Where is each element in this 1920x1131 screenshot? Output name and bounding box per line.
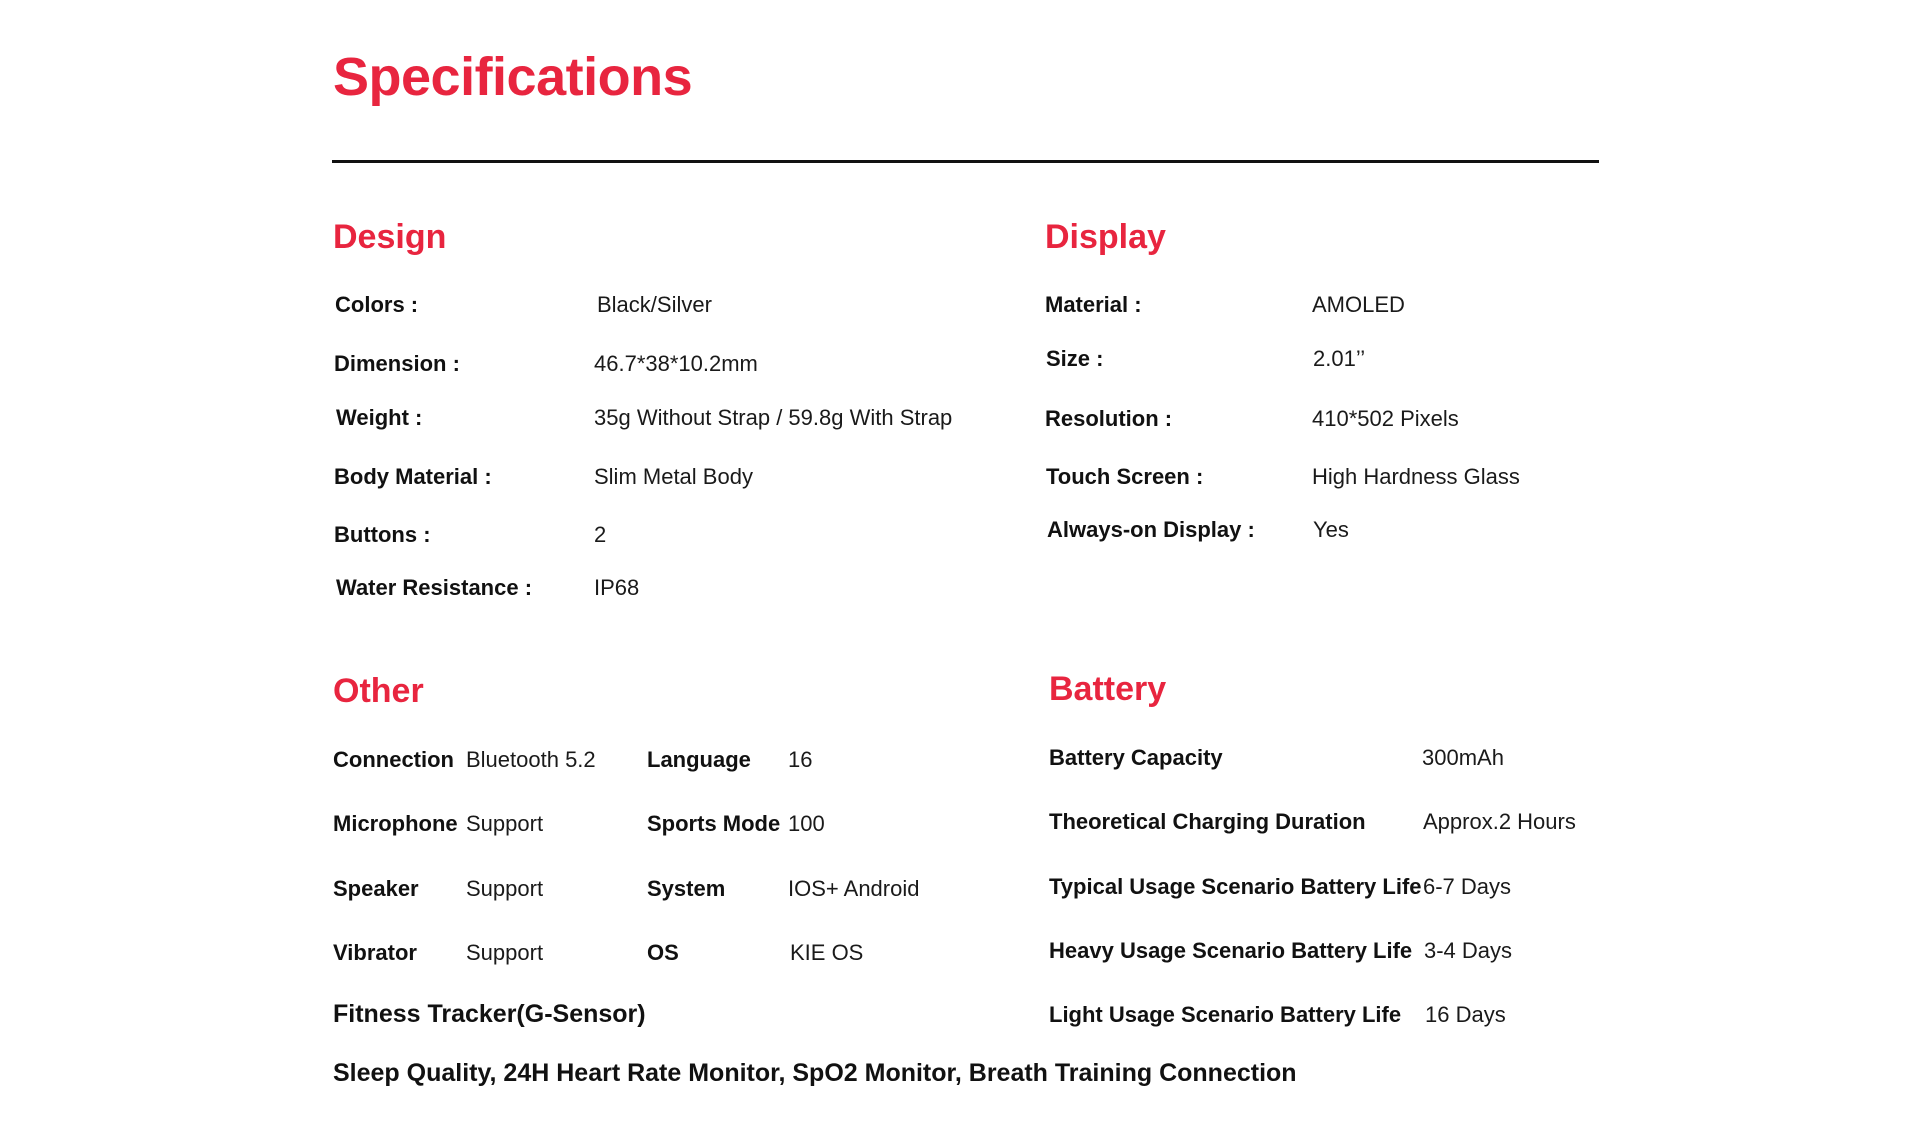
other-os-label: OS bbox=[647, 940, 679, 965]
battery-capacity-value: 300mAh bbox=[1422, 745, 1504, 770]
other-sports-mode-value: 100 bbox=[788, 811, 825, 836]
design-dimension-value: 46.7*38*10.2mm bbox=[594, 351, 758, 376]
other-vibrator-value: Support bbox=[466, 940, 544, 965]
other-system-value: IOS+ Android bbox=[788, 876, 920, 901]
design-dimension-label: Dimension : bbox=[334, 351, 460, 376]
design-body-material-label: Body Material : bbox=[334, 464, 492, 489]
battery-light-life-label: Light Usage Scenario Battery Life bbox=[1049, 1002, 1402, 1027]
battery-charging-duration-value: Approx.2 Hours bbox=[1423, 809, 1576, 834]
display-resolution-label: Resolution : bbox=[1045, 406, 1173, 431]
fitness-features: Sleep Quality, 24H Heart Rate Monitor, SpO2 Monitor, Breath Training Connection bbox=[333, 1059, 1297, 1087]
page-title: Specifications bbox=[333, 47, 693, 107]
display-size-label: Size : bbox=[1046, 346, 1104, 371]
other-speaker-label: Speaker bbox=[333, 876, 419, 901]
other-connection-value: Bluetooth 5.2 bbox=[466, 747, 596, 772]
fitness-tracker-title: Fitness Tracker(G-Sensor) bbox=[333, 1000, 646, 1028]
design-weight-value: 35g Without Strap / 59.8g With Strap bbox=[594, 405, 953, 430]
display-always-on-value: Yes bbox=[1313, 517, 1349, 542]
display-material-label: Material : bbox=[1045, 292, 1142, 317]
design-water-resistance-value: IP68 bbox=[594, 575, 640, 600]
battery-typical-life-value: 6-7 Days bbox=[1423, 874, 1512, 899]
design-buttons-label: Buttons : bbox=[334, 522, 431, 547]
design-buttons-value: 2 bbox=[594, 522, 607, 547]
other-vibrator-label: Vibrator bbox=[333, 940, 417, 965]
battery-section-title: Battery bbox=[1049, 670, 1167, 708]
design-weight-label: Weight : bbox=[336, 405, 423, 430]
design-colors-value: Black/Silver bbox=[597, 292, 712, 317]
display-touch-screen-value: High Hardness Glass bbox=[1312, 464, 1520, 489]
display-material-value: AMOLED bbox=[1312, 292, 1405, 317]
other-language-value: 16 bbox=[788, 747, 813, 772]
other-microphone-value: Support bbox=[466, 811, 544, 836]
display-touch-screen-label: Touch Screen : bbox=[1046, 464, 1204, 489]
other-sports-mode-label: Sports Mode bbox=[647, 811, 781, 836]
battery-light-life-value: 16 Days bbox=[1425, 1002, 1506, 1027]
battery-capacity-label: Battery Capacity bbox=[1049, 745, 1223, 770]
design-water-resistance-label: Water Resistance : bbox=[336, 575, 533, 600]
design-body-material-value: Slim Metal Body bbox=[594, 464, 753, 489]
display-always-on-label: Always-on Display : bbox=[1047, 517, 1255, 542]
other-system-label: System bbox=[647, 876, 726, 901]
display-resolution-value: 410*502 Pixels bbox=[1312, 406, 1459, 431]
other-connection-label: Connection bbox=[333, 747, 454, 772]
other-os-value: KIE OS bbox=[790, 940, 864, 965]
other-language-label: Language bbox=[647, 747, 751, 772]
battery-heavy-life-label: Heavy Usage Scenario Battery Life bbox=[1049, 938, 1413, 963]
battery-charging-duration-label: Theoretical Charging Duration bbox=[1049, 809, 1366, 834]
display-size-value: 2.01’’ bbox=[1313, 346, 1366, 371]
design-section-title: Design bbox=[333, 218, 447, 256]
other-speaker-value: Support bbox=[466, 876, 544, 901]
title-divider bbox=[332, 160, 1599, 163]
other-microphone-label: Microphone bbox=[333, 811, 458, 836]
other-section-title: Other bbox=[333, 672, 424, 710]
battery-typical-life-label: Typical Usage Scenario Battery Life bbox=[1049, 874, 1422, 899]
battery-heavy-life-value: 3-4 Days bbox=[1424, 938, 1513, 963]
display-section-title: Display bbox=[1045, 218, 1166, 256]
design-colors-label: Colors : bbox=[335, 292, 419, 317]
